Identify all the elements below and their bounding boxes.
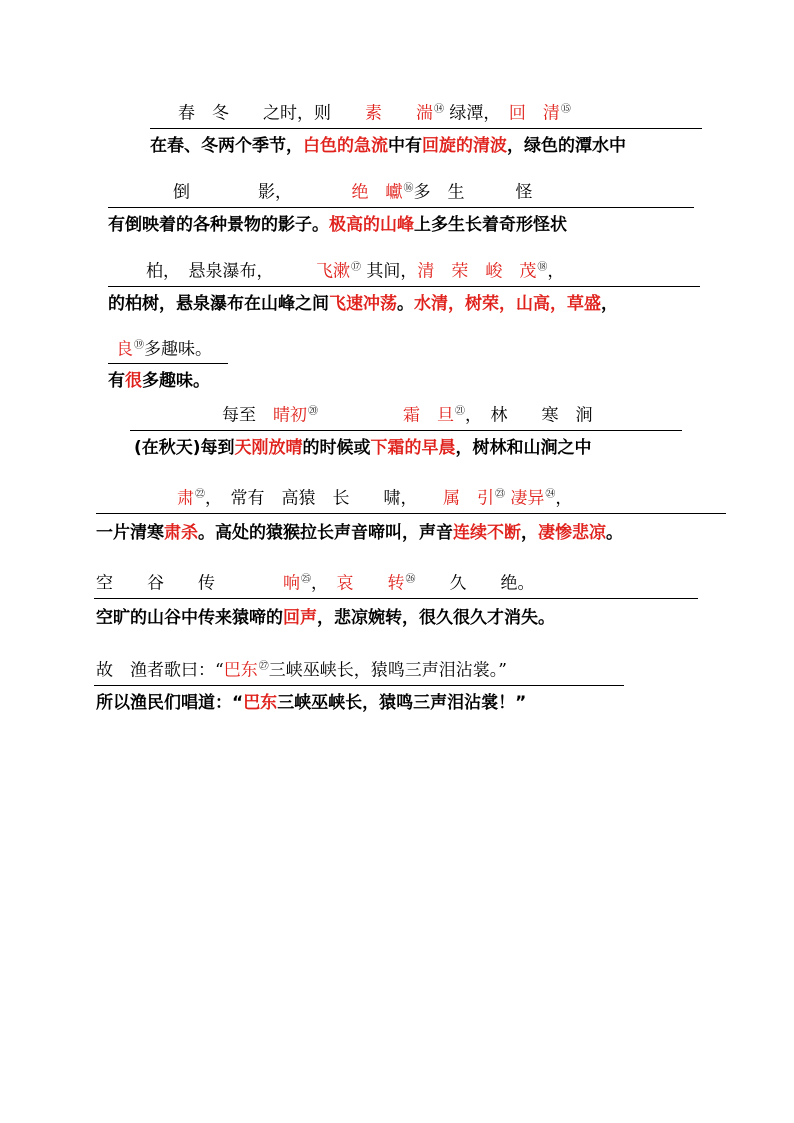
footnote-marker: ㉑ (455, 406, 465, 417)
text-segment: 春 冬 之时，则 (178, 103, 365, 124)
highlighted-phrase: 白色的急流 (303, 136, 388, 156)
footnote-marker: ㉗ (258, 661, 269, 672)
highlighted-phrase: 巴东 (243, 693, 278, 713)
text-segment: 。 (606, 523, 623, 543)
translation-line-7 (96, 610, 555, 627)
highlighted-phrase: 极高的山峰 (329, 215, 414, 235)
text-segment: 故 渔者歌曰：“ (96, 660, 224, 681)
text-segment: ，悲凉婉转，很久很久才消失。 (317, 608, 555, 628)
text-segment: ， (311, 573, 337, 594)
text-segment: ， (601, 294, 618, 314)
underline-6 (96, 513, 726, 514)
highlighted-phrase: 肃杀 (164, 523, 198, 543)
original-line-7 (96, 575, 535, 593)
underline-5 (130, 430, 682, 431)
footnote-marker: ⑭ (434, 104, 444, 115)
footnote-marker: ⑲ (134, 340, 144, 351)
footnote-marker: ㉖ (405, 574, 416, 585)
text-segment: 上多生长着奇形怪状 (414, 215, 567, 235)
translation-line-5 (134, 440, 592, 457)
highlighted-phrase: 晴初 (273, 405, 307, 426)
highlighted-phrase: 回声 (283, 608, 317, 628)
text-segment: ， (555, 488, 573, 509)
highlighted-phrase: 凄惨悲凉 (538, 523, 606, 543)
highlighted-phrase: 很 (125, 371, 142, 391)
highlighted-phrase: 凄异 (510, 488, 545, 509)
text-segment: 空 谷 传 (96, 573, 283, 594)
text-segment: 久 绝。 (415, 573, 535, 594)
underline-3 (108, 286, 700, 287)
footnote-marker: ⑯ (403, 183, 414, 194)
highlighted-phrase: 霜 旦 (403, 405, 454, 426)
text-segment: 。高处的猿猴拉长声音啼叫，声音 (198, 523, 453, 543)
text-segment: 的时候或 (302, 438, 371, 458)
underline-2 (108, 207, 694, 208)
original-line-5 (222, 407, 593, 425)
text-segment: 三峡巫峡长，猿鸣三声泪沾裳！” (277, 693, 527, 713)
text-segment: (在秋天)每到 (134, 438, 235, 458)
footnote-marker: ㉒ (195, 489, 205, 500)
footnote-marker: ⑮ (560, 104, 571, 115)
underline-8 (94, 685, 624, 686)
text-segment: 多趣味。 (142, 371, 210, 391)
text-segment: 的柏树，悬泉瀑布在山峰之间 (108, 294, 329, 314)
translation-line-6 (96, 525, 623, 542)
text-segment: 有倒映着的各种景物的影子。 (108, 215, 329, 235)
highlighted-phrase: 回 清 (508, 103, 560, 124)
original-line-3 (146, 263, 564, 281)
text-segment: ，绿色的潭水中 (507, 136, 626, 156)
text-segment: 所以渔民们唱道：“ (96, 693, 244, 713)
highlighted-phrase: 肃 (177, 488, 194, 509)
original-line-6 (177, 490, 572, 508)
highlighted-phrase: 清 荣 峻 茂 (417, 261, 537, 282)
text-segment: 中有 (388, 136, 422, 156)
original-line-2 (173, 184, 533, 202)
highlighted-phrase: 飞漱 (316, 261, 350, 282)
highlighted-phrase: 巴东 (223, 660, 258, 681)
text-segment: 空旷的山谷中传来猿啼的 (96, 608, 283, 628)
highlighted-phrase: 连续不断 (453, 523, 521, 543)
text-segment: 其间， (361, 261, 418, 282)
text-segment: 在春、冬两个季节， (150, 136, 303, 156)
translation-line-8 (96, 695, 526, 712)
highlighted-phrase: 绝 巘 (351, 182, 403, 203)
highlighted-phrase: 属 引 (443, 488, 494, 509)
original-line-1 (178, 105, 571, 123)
text-segment: 。 (397, 294, 414, 314)
footnote-marker: ㉕ (301, 574, 311, 585)
text-segment: 有 (108, 371, 125, 391)
text-segment: ， 林 寒 涧 (465, 405, 593, 426)
underline-7 (94, 598, 698, 599)
text-segment: 多 生 怪 (413, 182, 533, 203)
highlighted-phrase: 良 (116, 339, 133, 360)
text-segment: 倒 影， (173, 182, 352, 203)
highlighted-phrase: 响 (283, 573, 300, 594)
highlighted-phrase: 回旋的清波 (422, 136, 507, 156)
highlighted-phrase: 天刚放晴 (234, 438, 303, 458)
text-segment: 每至 (222, 405, 273, 426)
text-segment: 三峡巫峡长，猿鸣三声泪沾裳。” (268, 660, 507, 681)
original-line-4 (116, 341, 212, 359)
footnote-marker: ㉔ (545, 489, 556, 500)
text-segment: ， (521, 523, 538, 543)
translation-line-2 (108, 217, 567, 234)
highlighted-phrase: 哀 转 (336, 573, 405, 594)
text-segment: 柏， 悬泉瀑布， (146, 261, 316, 282)
footnote-marker: ⑳ (308, 406, 318, 417)
translation-line-1 (150, 138, 626, 155)
highlighted-phrase: 水清，树荣，山高，草盛 (414, 294, 601, 314)
translation-line-4 (108, 373, 210, 390)
highlighted-phrase: 下霜的早晨 (370, 438, 456, 458)
text-segment: ，树林和山涧之中 (455, 438, 592, 458)
highlighted-phrase: 飞速冲荡 (329, 294, 397, 314)
text-segment: ， 常有 高猿 长 啸， (205, 488, 443, 509)
highlighted-phrase: 素 湍 (365, 103, 433, 124)
text-segment (318, 406, 403, 426)
translation-line-3 (108, 296, 618, 313)
footnote-marker: ㉓ (495, 489, 505, 500)
original-line-8 (96, 662, 507, 680)
underline-4 (108, 363, 228, 364)
text-segment: ， (547, 261, 565, 282)
footnote-marker: ⑱ (537, 262, 548, 273)
text-segment: 多趣味。 (144, 339, 212, 360)
footnote-marker: ⑰ (351, 262, 361, 273)
text-segment: 绿潭， (444, 103, 509, 124)
underline-1 (150, 128, 702, 129)
text-segment: 一片清寒 (96, 523, 164, 543)
